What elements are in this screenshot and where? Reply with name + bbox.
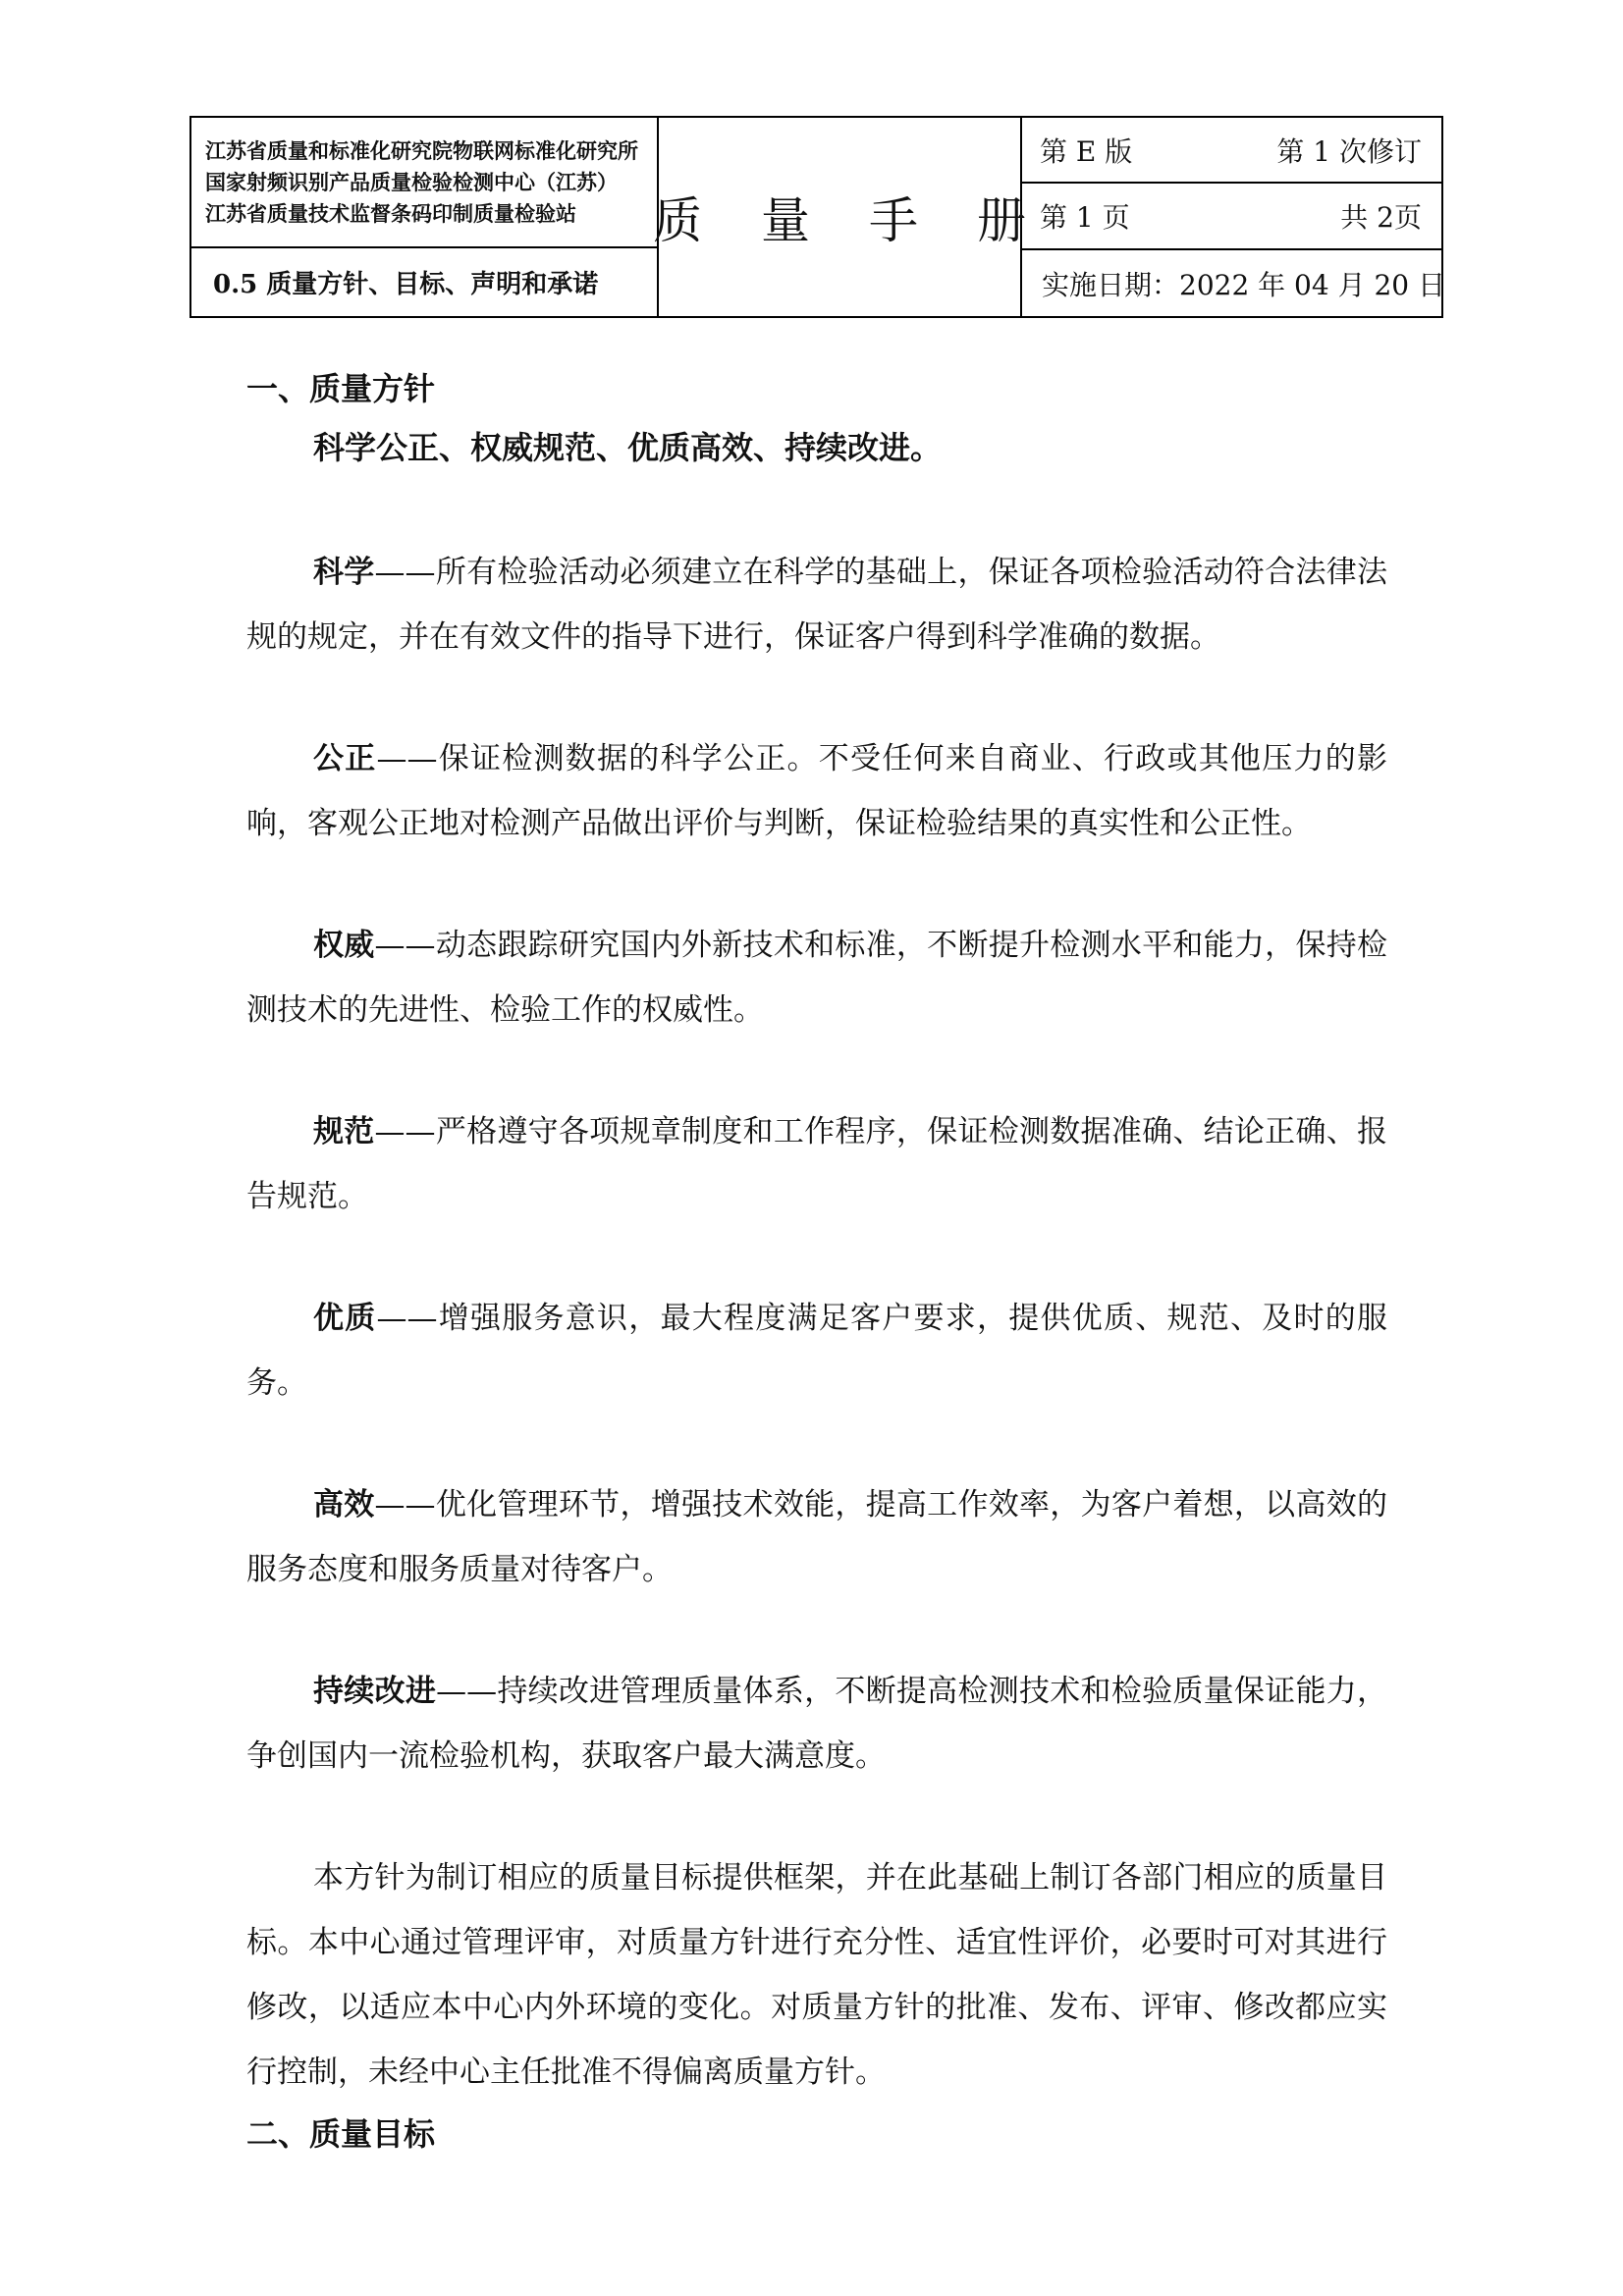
heading-quality-policy: 一、质量方针 [246, 370, 436, 407]
effective-date: 实施日期：2022 年 04 月 20 日 [1042, 268, 1446, 301]
edition-row [1022, 118, 1441, 184]
organization-name-2: 国家射频识别产品质量检验检测中心（江苏） [205, 169, 618, 194]
policy-term: 持续改进 [313, 1674, 437, 1709]
policy-text: ——增强服务意识，最大程度满足客户要求，提供优质、规范、及时的服务。 [246, 1301, 1387, 1401]
policy-term: 优质 [313, 1301, 377, 1336]
policy-term: 高效 [313, 1487, 375, 1522]
policy-text: ——动态跟踪研究国内外新技术和标准，不断提升检测水平和能力，保持检测技术的先进性、检验工作的权威性。 [246, 928, 1387, 1028]
policy-text: ——严格遵守各项规章制度和工作程序，保证检测数据准确、结论正确、报告规范。 [246, 1114, 1387, 1214]
spacer [246, 856, 1387, 913]
closing-paragraph: 本方针为制订相应的质量目标提供框架，并在此基础上制订各部门相应的质量目标。本中心通过管理评审，对质量方针进行充分性、适宜性评价，必要时可对其进行修改，以适应本中心内外环境的变化。对质量方针的批准、发布、评审、修改都应实行控制，未经中心主任批准不得偏离质量方针。 [246, 1860, 1387, 2090]
spacer [246, 1229, 1387, 1286]
manual-title: 质 量 手 册 [657, 118, 1022, 316]
policy-term: 公正 [313, 741, 377, 776]
organization-name-1: 江苏省质量和标准化研究院物联网标准化研究所 [205, 137, 638, 163]
spacer [246, 1789, 1387, 1845]
policy-statement: 科学公正、权威规范、优质高效、持续改进。 [313, 429, 943, 466]
spacer [246, 669, 1387, 726]
policy-text: ——持续改进管理质量体系，不断提高检测技术和检验质量保证能力，争创国内一流检验机构，获取客户最大满意度。 [246, 1674, 1387, 1774]
spacer [246, 477, 1387, 540]
spacer [246, 1602, 1387, 1659]
revision-label: 第 1 次修订 [1276, 134, 1422, 168]
policy-term: 科学 [313, 555, 375, 590]
section-title: 0.5 质量方针、目标、声明和承诺 [213, 270, 599, 299]
policy-term: 权威 [313, 928, 375, 963]
heading-quality-objectives: 二、质量目标 [246, 2115, 436, 2153]
policy-item-quality [246, 1286, 1387, 1415]
policy-item-efficiency [246, 1472, 1387, 1602]
policy-term: 规范 [313, 1114, 375, 1149]
policy-item-science [246, 540, 1387, 669]
page-row [1022, 184, 1441, 250]
policy-item-standardization [246, 1099, 1387, 1229]
policy-text: ——保证检测数据的科学公正。不受任何来自商业、行政或其他压力的影响，客观公正地对检测产品做出评价与判断，保证检验结果的真实性和公正性。 [246, 741, 1387, 841]
policy-item-improvement [246, 1659, 1387, 1789]
policy-text: ——所有检验活动必须建立在科学的基础上，保证各项检验活动符合法律法规的规定，并在有效文件的指导下进行，保证客户得到科学准确的数据。 [246, 555, 1387, 655]
total-pages: 共 2页 [1340, 201, 1422, 234]
organization-block [191, 118, 657, 248]
header-table [189, 116, 1446, 318]
policy-item-impartiality [246, 726, 1387, 856]
organization-name-3: 江苏省质量技术监督条码印制质量检验站 [205, 200, 576, 226]
policy-text: ——优化管理环节，增强技术效能，提高工作效率，为客户着想，以高效的服务态度和服务质量对待客户。 [246, 1487, 1387, 1587]
policy-item-authority [246, 913, 1387, 1042]
spacer [246, 1415, 1387, 1472]
document-body [246, 359, 1387, 2163]
edition-label: 第 E 版 [1040, 134, 1133, 168]
spacer [246, 1042, 1387, 1099]
page-number: 第 1 页 [1040, 201, 1130, 234]
